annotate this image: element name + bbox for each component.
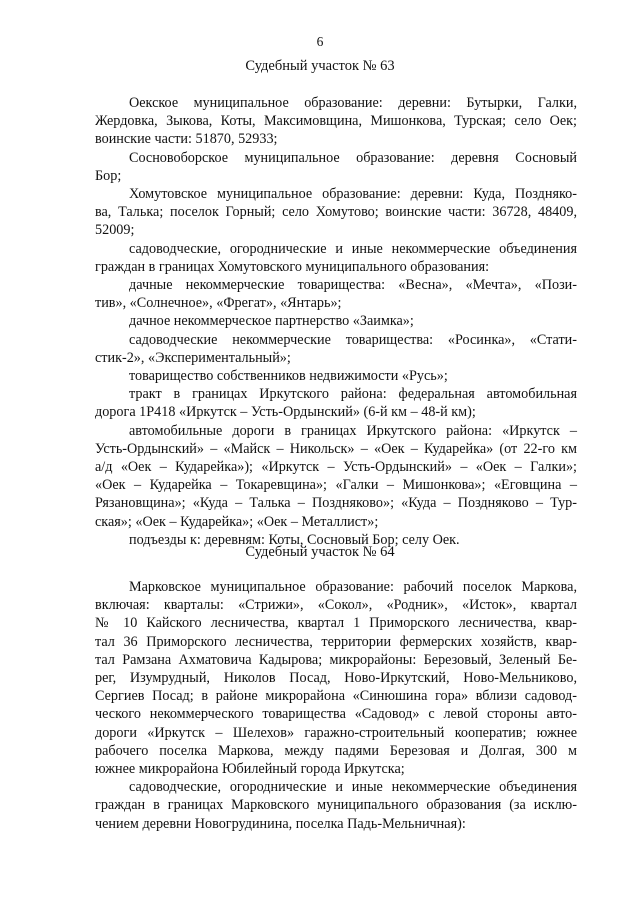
paragraph <box>95 385 577 421</box>
page-number: 6 <box>316 34 324 49</box>
text-line: тал Рамзана Ахматовича Кадырова; микрорайоны: Березовый, Зеленый Бе- <box>95 651 577 668</box>
text-line: ская»; «Оек – Кударейка»; «Оек – Металлист»; <box>95 513 379 530</box>
text-line: южнее микрорайона Юбилейный города Иркутска; <box>95 761 405 778</box>
text-line: автомобильные дороги в границах Иркутского района: «Иркутск – <box>129 422 577 439</box>
text-line: дачные некоммерческие товарищества: «Весна», «Мечта», «Пози- <box>129 277 577 294</box>
text-line: Оекское муниципальное образование: деревни: Бутырки, Галки, <box>129 95 577 111</box>
text-line: Хомутовское муниципальное образование: деревни: Куда, Поздняко- <box>129 186 577 203</box>
text-line: Сергиев Посад; в районе микрорайона «Синюшина гора» вблизи садовод- <box>95 688 577 705</box>
text-line: включая: кварталы: «Стрижи», «Сокол», «Родник», «Исток», квартал <box>95 597 577 614</box>
text-line: Бор; <box>95 167 122 184</box>
text-line: граждан в границах Марковского муниципального образования (за исклю- <box>95 797 577 814</box>
text-line: дорога 1Р418 «Иркутск – Усть-Ордынский» (6-й км – 48-й км); <box>95 404 476 421</box>
paragraph <box>95 778 577 833</box>
paragraph <box>95 276 577 312</box>
text-line: дороги «Иркутск – Шелехов» гаражно-строительный кооператив; южнее <box>95 724 577 741</box>
text-line: тракт в границах Иркутского района: федеральная автомобильная <box>129 386 577 403</box>
paragraph <box>95 149 577 185</box>
paragraph <box>95 312 577 330</box>
text-line: Марковское муниципальное образование: рабочий поселок Маркова, <box>129 579 577 595</box>
paragraph <box>95 578 577 778</box>
text-line: рабочего поселка Маркова, между падями Березовая и Долгая, 300 м <box>95 742 577 759</box>
section-body-64 <box>95 578 577 833</box>
text-line: чением деревни Новогрудинина, поселка Падь-Мельничная): <box>95 815 466 832</box>
paragraph <box>95 94 577 149</box>
text-line: № 10 Кайского лесничества, квартал 1 Приморского лесничества, квар- <box>95 615 577 632</box>
text-line: воинские части: 51870, 52933; <box>95 131 278 148</box>
text-line: стик-2», «Экспериментальный»; <box>95 349 291 366</box>
text-line: товарищество собственников недвижимости «Русь»; <box>129 368 448 385</box>
text-line: «Оек – Кударейка – Токаревщина»; «Галки – Мишонкова»; «Еговщина – <box>95 477 577 494</box>
text-line: дачное некоммерческое партнерство «Заимка»; <box>129 313 414 330</box>
text-line: Жердовка, Зыкова, Коты, Максимовщина, Мишонкова, Турская; село Оек; <box>95 113 577 130</box>
paragraph <box>95 367 577 385</box>
text-line: рег, Изумрудный, Николов Посад, Ново-Иркутский, Ново-Мельниково, <box>95 670 577 687</box>
text-line: Рязановщина»; «Куда – Талька – Поздняково»; «Куда – Поздняково – Тур- <box>95 495 577 512</box>
section-body-63 <box>95 94 577 549</box>
text-line: 52009; <box>95 222 135 239</box>
text-line: ва, Талька; поселок Горный; село Хомутово; воинские части: 36728, 48409, <box>95 204 577 221</box>
text-line: подъезды к: деревням: Коты, Сосновый Бор; селу Оек. <box>129 531 460 548</box>
paragraph <box>95 422 577 531</box>
section-title-63: Судебный участок № 63 <box>245 58 395 74</box>
section-title-64: Судебный участок № 64 <box>245 544 395 560</box>
text-line: а/д «Оек – Кударейка»); «Иркутск – Усть-Ордынский» – «Оек – Галки»; <box>95 459 577 476</box>
text-line: тив», «Солнечное», «Фрегат», «Янтарь»; <box>95 295 342 312</box>
paragraph <box>95 240 577 276</box>
text-line: граждан в границах Хомутовского муниципального образования: <box>95 258 490 275</box>
text-line: ческого некоммерческого товарищества «Садовод» с левой стороны авто- <box>95 706 577 723</box>
text-line: садоводческие, огороднические и иные некоммерческие объединения <box>129 240 577 257</box>
text-line: садоводческие, огороднические и иные некоммерческие объединения <box>129 779 577 796</box>
text-line: тал 36 Приморского лесничества, территории фермерских хозяйств, квар- <box>95 633 577 650</box>
paragraph <box>95 185 577 240</box>
text-line: Усть-Ордынский» – «Майск – Никольск» – «Оек – Кударейка» (от 22-го км <box>95 440 577 457</box>
paragraph <box>95 331 577 367</box>
text-line: Сосновоборское муниципальное образование: деревня Сосновый <box>129 149 577 166</box>
text-line: садоводческие некоммерческие товарищества: «Росинка», «Стати- <box>129 331 577 348</box>
